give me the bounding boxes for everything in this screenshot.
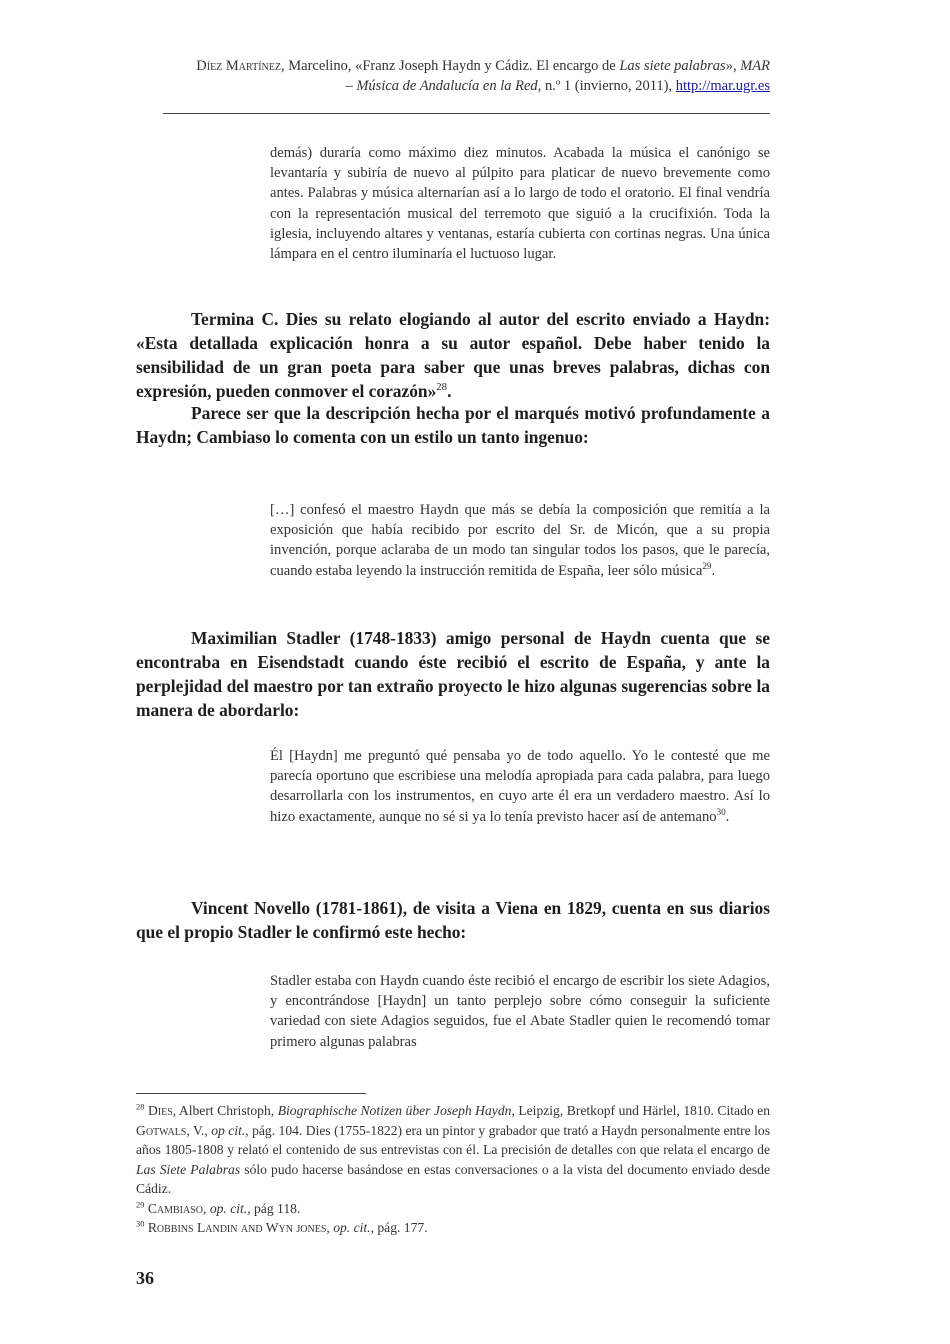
header-work-title: Las siete palabras <box>619 58 726 74</box>
page-number: 36 <box>136 1268 154 1288</box>
header-journal-full: Música de Andalucía en la Red <box>356 78 538 94</box>
paragraph-stadler: Maximilian Stadler (1748-1833) amigo personal de Haydn cuenta que se encontraba en Eisendstadt cuando éste recibió el escrito de España, y ante la perplejidad del maestro por tan extraño proyecto le hizo algunas sugerencias sobre la manera de abordarlo: <box>136 628 770 720</box>
footnote-29: $^{29}$ Cambiaso, op. cit., pág 118. <box>136 1198 301 1216</box>
footnote-30: $^{30}$ Robbins Landin and Wyn jones, op. cit., pág. 177. <box>136 1218 428 1235</box>
paragraph-cambiaso: Parece ser que la descripción hecha por el marqués motivó profundamente a Haydn; Cambiaso lo comenta con un estilo un tanto ingenuo: <box>136 403 770 447</box>
paragraph-novello: Vincent Novello (1781-1861), de visita a Viena en 1829, cuenta en sus diarios que el propio Stadler le confirmó este hecho: <box>136 898 770 942</box>
footnote-ref-29[interactable]: 29 <box>702 560 712 571</box>
header-issue: , n.º 1 (invierno, 2011), <box>537 78 676 94</box>
block-quote-2: […] confesó el maestro Haydn que más se debía la composición que remitía a la exposición que había recibido por escrito del Sr. de Micón, que a su propia invención, porque aclaraba de un modo tan singular todos los pasos, que le parecía, cuando estaba leyendo la instrucción remitida de España, leer sólo música$^{29}$. <box>270 502 770 579</box>
footnote-ref-30[interactable]: 30 <box>716 806 726 817</box>
footnotes <box>136 1101 770 1238</box>
footnote-ref-28[interactable]: 28 <box>436 381 448 394</box>
block-quote-4: Stadler estaba con Haydn cuando éste recibió el encargo de escribir los siete Adagios, y encontrándose [Haydn] un tanto perplejo sobre cómo conseguir la suficiente variedad con siete Adagios seguidos, fue el Abate Stadler quien le recomendó tomar primero algunas palabras <box>270 973 770 1050</box>
journal-url-link[interactable]: http://mar.ugr.es <box>675 78 770 94</box>
header-divider <box>163 113 770 114</box>
block-quote-1: demás) duraría como máximo diez minutos. Acabada la música el canónigo se levantaría y subiría de nuevo al púlpito para platicar de nuevo brevemente como antes. Palabras y música alternarían así a lo largo de todo el oratorio. El final vendría con la representación musical del terremoto que siguió a la crucifixión. Toda la iglesia, incluyendo altares y ventanas, estaría cubierta con cortinas negras. Una única lámpara en el centro iluminaría el luctuoso lugar. <box>270 145 770 263</box>
paragraph-dies: Termina C. Dies su relato elogiando al autor del escrito enviado a Haydn: «Esta detallada explicación honra a su autor español. Debe haber tenido la sensibilidad de un gran poeta para saber que unas breves palabras, dichas con expresión, pueden conmover el corazón»$^{28}$. <box>136 309 770 401</box>
header-author: Díez Martínez <box>196 58 281 74</box>
footnote-divider <box>136 1093 366 1094</box>
footnote-28: $^{28}$ Dies, Albert Christoph, Biographische Notizen über Joseph Haydn, Leipzig, Bretkopf und Härlel, 1810. Citado en Gotwals, V., op cit., pág. 104. Dies (1755-1822) era un pintor y grabador que trató a Haydn personalmente entre los años 1805-1808 y relató el contenido de sus entrevistas con él. La precisión de detalles con que relata el encargo de Las Siete Palabras sólo pudo hacerse basándose en estas conversaciones o a la vista del documento enviado desde Cádiz. <box>136 1101 771 1196</box>
header-citation: , Marcelino, «Franz Joseph Haydn y Cádiz. El encargo de <box>280 58 620 74</box>
block-quote-3: Él [Haydn] me preguntó qué pensaba yo de todo aquello. Yo le contesté que me parecía oportuno que escribiese una melodía apropiada para cada palabra, para luego desarrollarla con los instrumentos, en cuyo arte él era un verdadero maestro. Así lo hizo exactamente, aunque no sé si ya lo tenía previsto hacer así de antemano$^{30}$. <box>270 748 770 825</box>
running-header: Díez Martínez, Marcelino, «Franz Joseph Haydn y Cádiz. El encargo de Las siete palabras», MAR – Música de Andalucía en la Red, n.º 1 (invierno, 2011), http://mar.ugr.es <box>196 58 770 94</box>
header-journal-short: MAR <box>740 58 770 74</box>
